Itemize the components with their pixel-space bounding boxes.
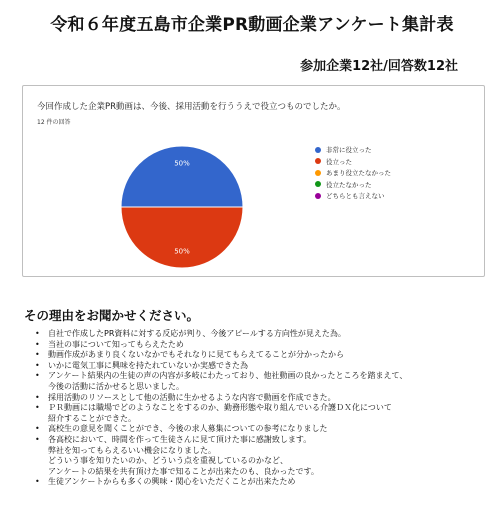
reason-line: • 当社の事について知ってもらえたため (48, 339, 184, 349)
reason-line: • いかに電気工事に興味を持たれていないか実感できた為 (48, 360, 248, 370)
reason-item (34, 435, 494, 477)
reasons-list (34, 329, 494, 488)
reason-line: • 自社で作成したPR資料に対する反応が判り、今後アピールする方向性が見えた為。 (48, 329, 346, 338)
reasons-heading: その理由をお聞かせください。 (24, 308, 200, 323)
reason-line: • 高校生の意見を聞くことができ、今後の求人募集についての参考になりました (48, 424, 328, 434)
pie-slice-2 (121, 207, 243, 268)
legend-swatch (315, 158, 321, 164)
legend-item (315, 156, 391, 168)
reason-item (34, 403, 494, 424)
reason-line: アンケートの結果を共有頂けた事で知ることが出来たのも、良かったです。 (48, 466, 319, 476)
reason-item (34, 361, 494, 372)
response-count: 12 件の回答 (37, 119, 71, 126)
reason-line: 今後の活動に活かせると思いました。 (48, 381, 184, 391)
legend-item (315, 167, 391, 179)
pie-slice-label: 50% (174, 247, 190, 256)
reason-line: • アンケート結果内の生徒の声の内容が多岐にわたっており、他社動画の良かったところを踏まえて、 (48, 371, 408, 381)
legend-swatch (315, 181, 321, 187)
chart-legend (315, 144, 391, 202)
reason-line: 紹介することができた。 (48, 413, 136, 423)
reason-line: 弊社を知ってもらえるいい機会になりました。 (48, 445, 216, 455)
legend-label: 非常に役立った (326, 146, 372, 155)
legend-swatch (315, 193, 321, 199)
legend-swatch (315, 147, 321, 153)
legend-item (315, 179, 391, 191)
question-text: 今回作成した企業PR動画は、今後、採用活動を行ううえで役立つものでしたか。 (37, 102, 346, 112)
reason-line: • 採用活動のリソースとして他の活動に生かせるような内容で動画を作成できた。 (48, 392, 336, 402)
reason-line: • 各高校において、時間を作って生徒さんに見て頂けた事に感謝致します。 (48, 434, 312, 444)
pie-slice-1 (121, 146, 243, 207)
legend-label: あまり役立たなかった (326, 169, 391, 178)
reason-item (34, 371, 494, 392)
reason-item (34, 350, 494, 361)
legend-label: 役立った (326, 157, 352, 166)
participation-summary: 参加企業12社/回答数12社 (300, 59, 458, 74)
reason-line: どういう事を知りたいのか、どういう点を重視しているのかなど、 (48, 456, 288, 466)
reason-item (34, 424, 494, 435)
reason-line: • ＰＲ動画には職場でどのようなことをするのか、勤務形態や取り組んでいる介護ＤＸ化について (48, 403, 392, 413)
legend-label: どちらとも言えない (326, 192, 385, 201)
legend-label: 役立たなかった (326, 180, 372, 189)
survey-result-card (22, 85, 485, 277)
reason-item (34, 393, 494, 404)
legend-item (315, 144, 391, 156)
pie-chart (119, 144, 245, 270)
page-title: 令和６年度五島市企業PR動画企業アンケート集計表 (50, 15, 454, 35)
reason-item (34, 477, 494, 488)
reason-line: • 生徒アンケートからも多くの興味・関心をいただくことが出来たため (48, 477, 296, 487)
reason-item (34, 329, 494, 340)
pie-slice-label: 50% (174, 159, 190, 168)
reason-line: • 動画作成があまり良くないなかでもそれなりに見てもらえてることが分かったから (48, 350, 344, 360)
legend-item (315, 190, 391, 202)
reason-item (34, 340, 494, 351)
legend-swatch (315, 170, 321, 176)
